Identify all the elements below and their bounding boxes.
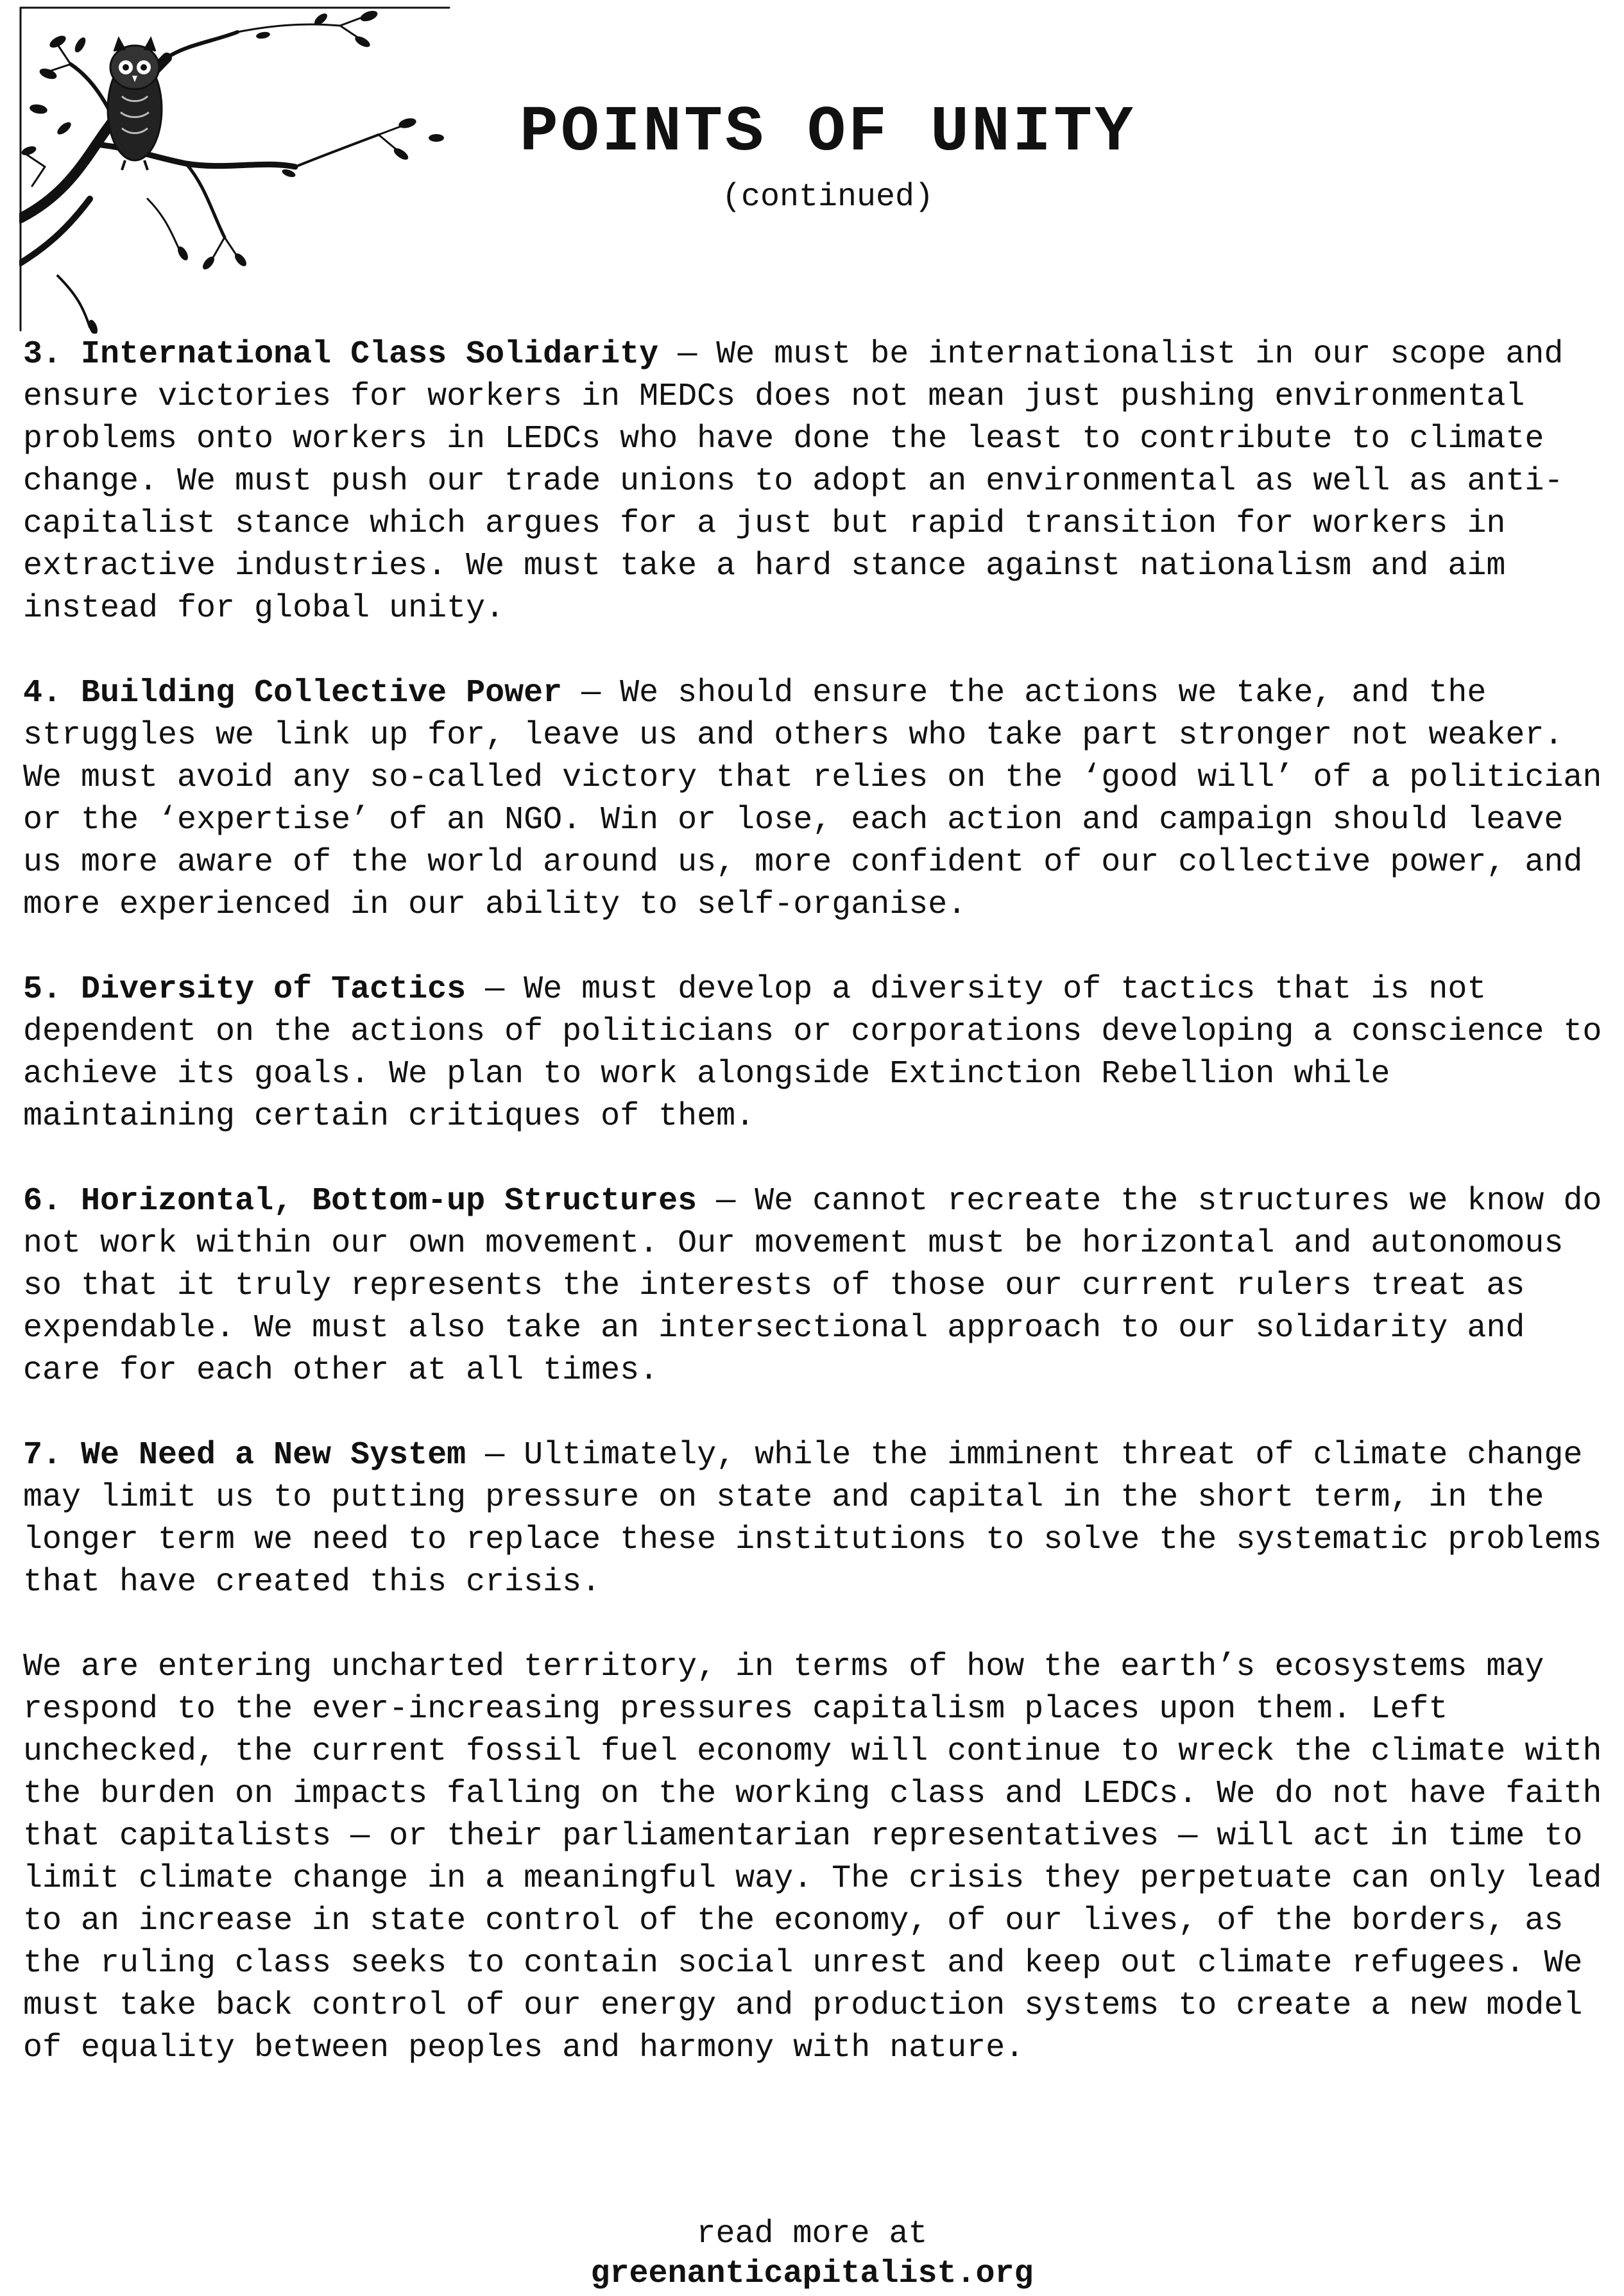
point-heading: [23, 336, 658, 373]
website-link[interactable]: greenanticapitalist.org: [590, 2256, 1034, 2292]
point-heading: [23, 1437, 466, 1474]
point-3: [23, 334, 1608, 630]
point-heading: [23, 1183, 697, 1220]
point-5: [23, 969, 1608, 1138]
point-number: 5.: [23, 971, 62, 1008]
point-7: [23, 1434, 1608, 1604]
point-body: — Ultimately, while the imminent threat of climate change may limit us to putting pressure on state and capital in the short term, in the longer term we need to replace these institutions to solve the systematic problems that have created this crisis.: [23, 1437, 1602, 1601]
point-4: [23, 672, 1608, 926]
page-title: POINTS OF UNITY: [519, 97, 1136, 169]
point-heading: [23, 675, 562, 711]
point-number: 4.: [23, 675, 62, 711]
point-body: — We must develop a diversity of tactics that is not dependent on the actions of politicians or corporations developing a conscience to achieve its goals. We plan to work alongside Extinction Rebellion while maintaining certain critiques of them.: [23, 971, 1602, 1135]
page-subtitle: (continued): [721, 179, 934, 216]
document-body: [23, 334, 1608, 2112]
point-heading-text: We Need a New System: [81, 1437, 466, 1474]
point-heading-text: Diversity of Tactics: [81, 971, 466, 1008]
point-number: 3.: [23, 336, 62, 373]
point-number: 7.: [23, 1437, 62, 1474]
closing-paragraph: We are entering uncharted territory, in terms of how the earth’s ecosystems may respond to the ever-increasing pressures capitalism places upon them. Left unchecked, the current fossil fuel economy will continue to wreck the climate with the burden on impacts falling on the working class and LEDCs. We do not have faith that capitalists — or their parliamentarian representatives — will act in time to limit climate change in a meaningful way. The crisis they perpetuate can only lead to an increase in state control of the economy, of our lives, of the borders, as the ruling class seeks to contain social unrest and keep out climate refugees. We must take back control of our energy and production systems to create a new model of equality between peoples and harmony with nature.: [23, 1649, 1602, 2066]
point-6: [23, 1180, 1608, 1392]
point-heading: [23, 971, 466, 1008]
read-more-label: read more at: [696, 2216, 928, 2252]
point-heading-text: Building Collective Power: [81, 675, 563, 711]
point-body: — We cannot recreate the structures we know do not work within our own movement. Our movement must be horizontal and autonomous so that it truly represents the interests of those our current rulers treat as expendable. We must also take an intersectional approach to our solidarity and care for each other at all times.: [23, 1183, 1602, 1389]
header: [411, 95, 1245, 217]
point-body: — We must be internationalist in our scope and ensure victories for workers in MEDCs does not mean just pushing environmental problems onto workers in LEDCs who have done the least to contribute to climate change. We must push our trade unions to adopt an environmental as well as anti-capitalist stance which argues for a just but rapid transition for workers in extractive industries. We must take a hard stance against nationalism and aim instead for global unity.: [23, 336, 1564, 627]
point-body: — We should ensure the actions we take, and the struggles we link up for, leave us and others who take part stronger not weaker. We must avoid any so-called victory that relies on the ‘good will’ of a politician or the ‘expertise’ of an NGO. Win or lose, each action and campaign should leave us more aware of the world around us, more confident of our collective power, and more experienced in our ability to self-organise.: [23, 675, 1602, 923]
point-heading-text: International Class Solidarity: [81, 336, 659, 373]
point-heading-text: Horizontal, Bottom-up Structures: [81, 1183, 697, 1220]
footer: [0, 2215, 1624, 2294]
point-number: 6.: [23, 1183, 62, 1220]
